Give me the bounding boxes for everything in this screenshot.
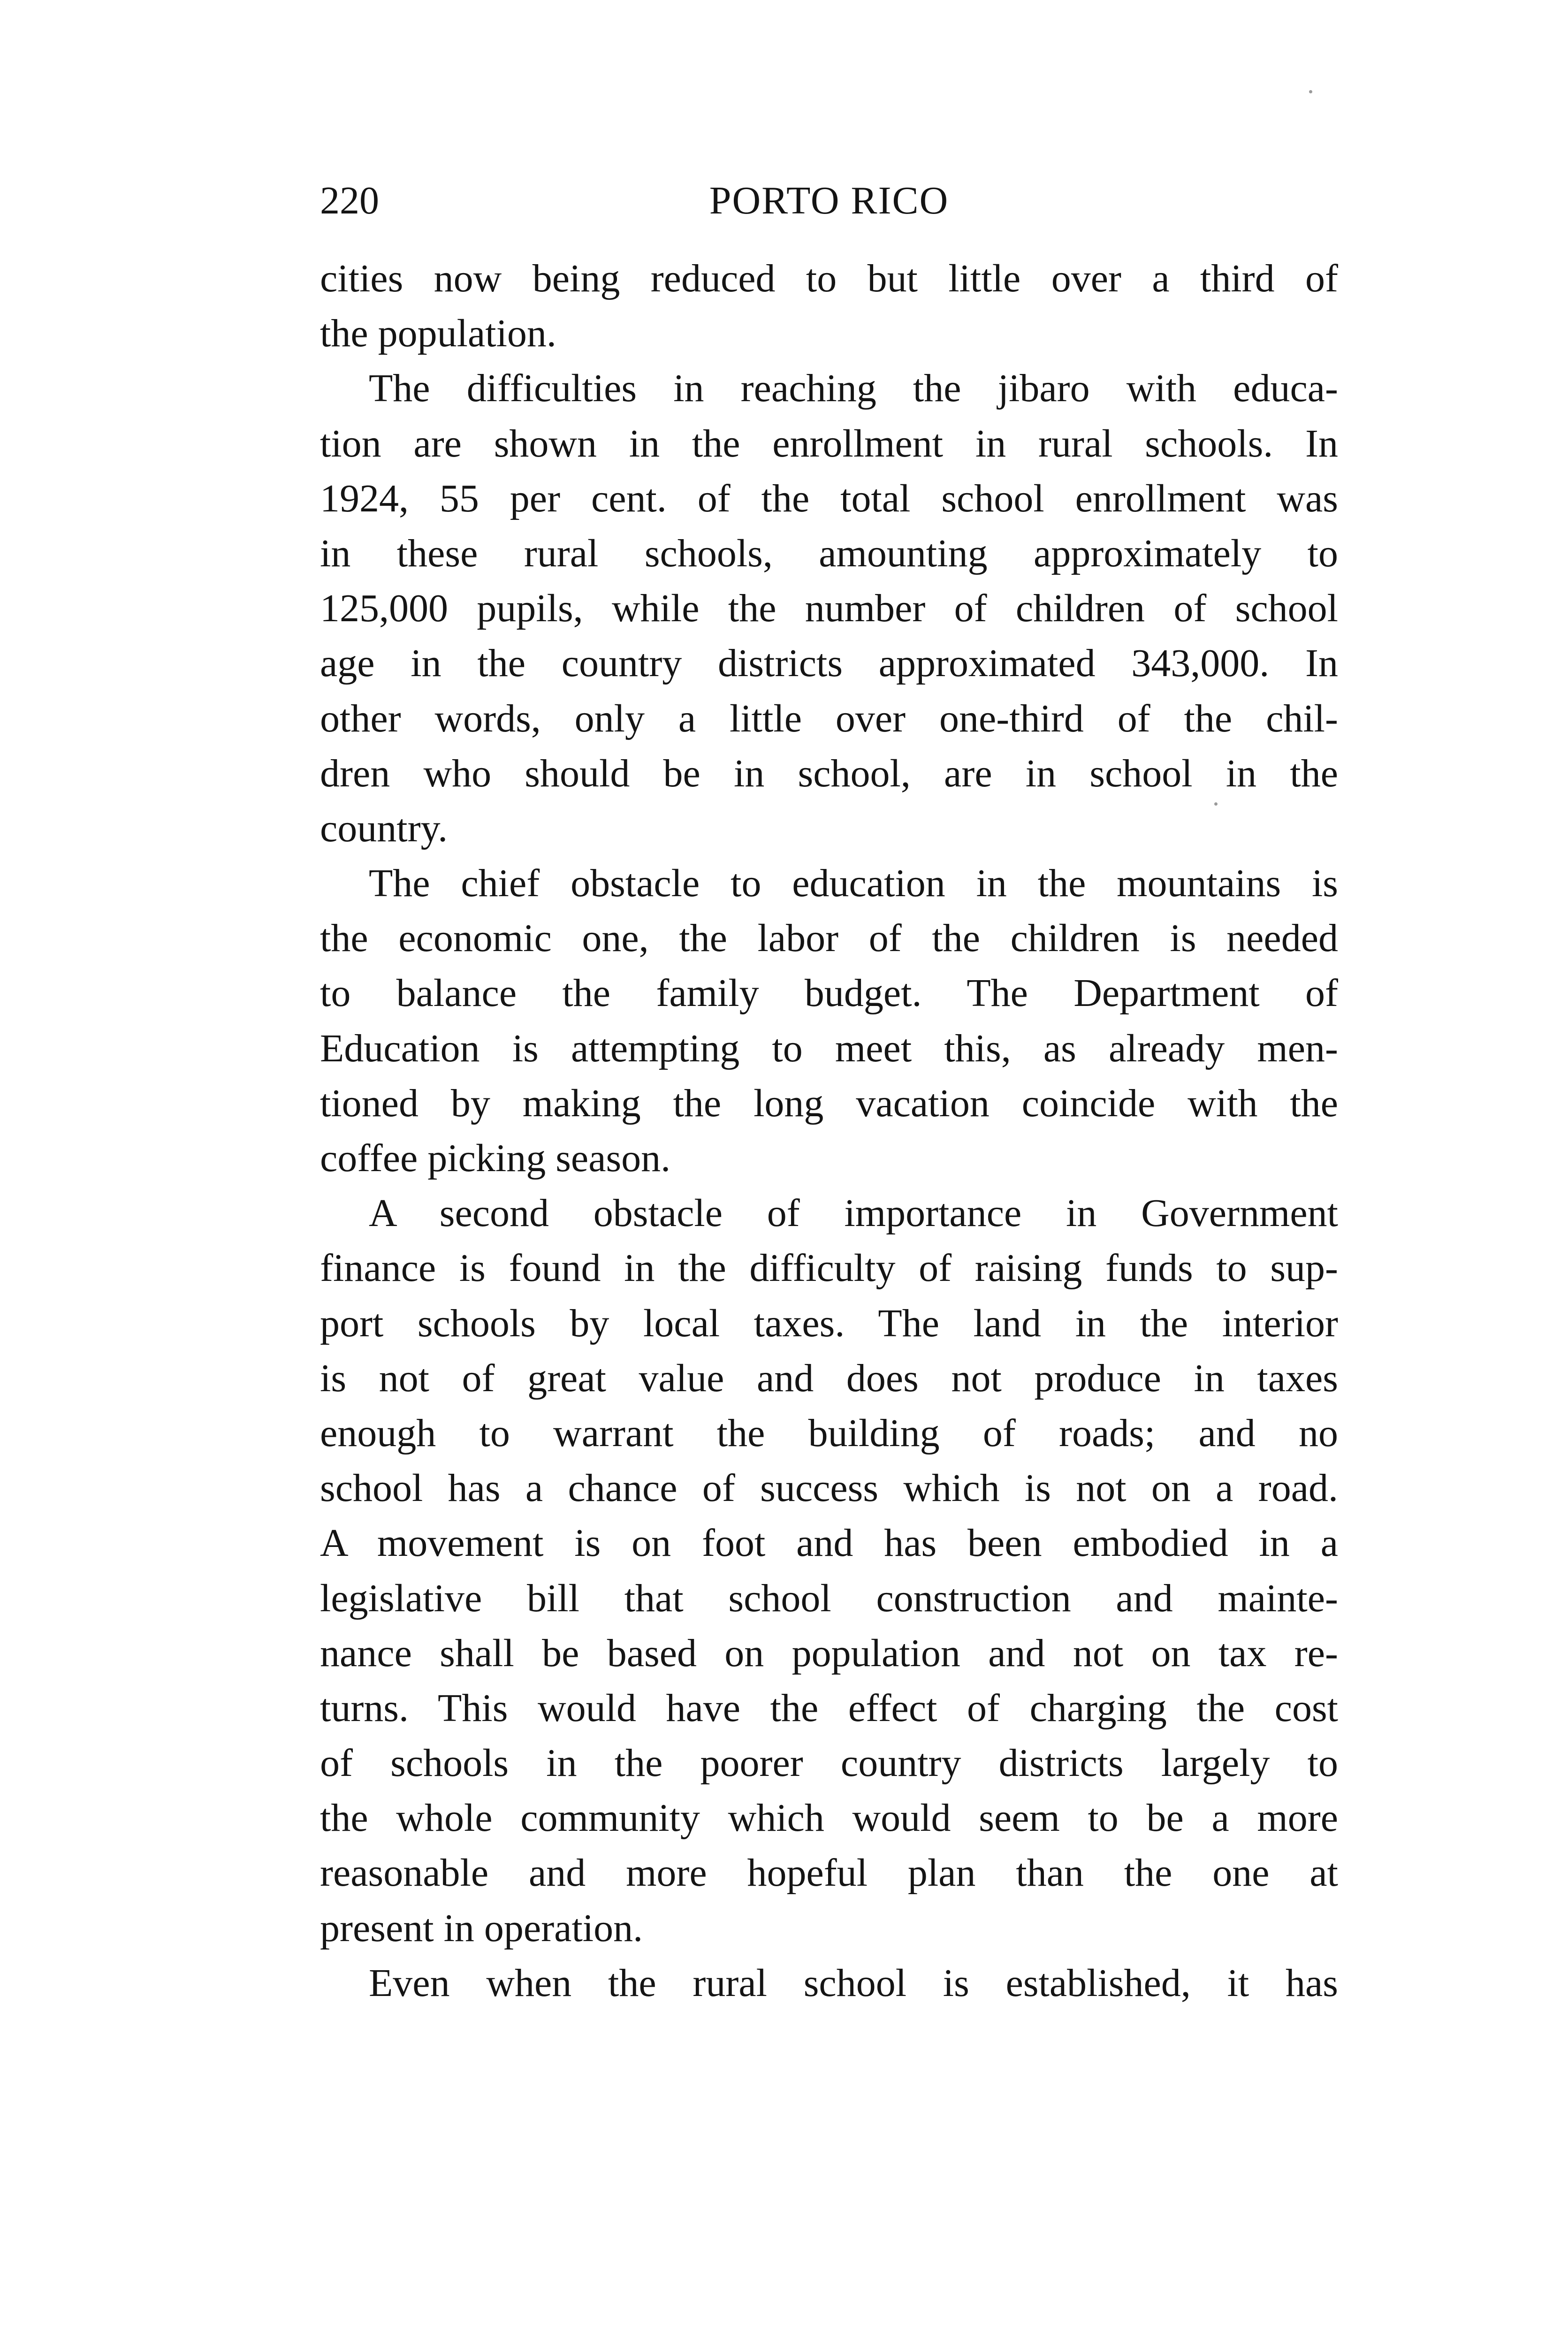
text-line: other words, only a little over one-third of the chil- <box>320 696 1338 740</box>
text-line: The difficulties in reaching the jibaro with educa- <box>369 366 1338 411</box>
text-line: the population. <box>320 312 556 356</box>
text-line: enough to warrant the building of roads; and no <box>320 1411 1338 1455</box>
text-line: Even when the rural school is established, it has <box>369 1961 1338 2005</box>
text-line: of schools in the poorer country districts largely to <box>320 1741 1338 1785</box>
text-line: coffee picking season. <box>320 1136 671 1180</box>
text-line: school has a chance of success which is not on a road. <box>320 1466 1338 1510</box>
text-line: turns. This would have the effect of charging the cost <box>320 1686 1338 1730</box>
scan-speck <box>1214 802 1218 806</box>
text-line: age in the country districts approximated 343,000. In <box>320 641 1338 686</box>
text-line: A second obstacle of importance in Government <box>369 1191 1338 1235</box>
text-line: Education is attempting to meet this, as already men- <box>320 1026 1338 1070</box>
text-line: finance is found in the difficulty of raising funds to sup- <box>320 1246 1338 1290</box>
text-line: the economic one, the labor of the children is needed <box>320 916 1338 960</box>
scan-speck <box>1309 90 1312 93</box>
text-line: legislative bill that school construction and mainte- <box>320 1576 1338 1620</box>
text-line: country. <box>320 806 448 850</box>
page-number: 220 <box>320 179 379 222</box>
text-line: tioned by making the long vacation coincide with the <box>320 1081 1338 1125</box>
running-head <box>320 173 1338 229</box>
text-line: 125,000 pupils, while the number of children of school <box>320 586 1338 631</box>
text-line: 1924, 55 per cent. of the total school enrollment was <box>320 476 1338 520</box>
text-line: port schools by local taxes. The land in the interior <box>320 1301 1338 1345</box>
text-line: The chief obstacle to education in the mountains is <box>369 861 1338 906</box>
text-line: reasonable and more hopeful plan than the one at <box>320 1851 1338 1895</box>
running-title: PORTO RICO <box>709 179 949 222</box>
text-line: the whole community which would seem to be a more <box>320 1796 1338 1840</box>
text-line: cities now being reduced to but little over a third of <box>320 257 1338 300</box>
text-line: A movement is on foot and has been embodied in a <box>320 1521 1338 1565</box>
text-line: tion are shown in the enrollment in rural schools. In <box>320 421 1338 465</box>
text-line: nance shall be based on population and not on tax re- <box>320 1631 1338 1675</box>
body-text <box>320 251 1338 2011</box>
text-line: dren who should be in school, are in school in the <box>320 751 1338 795</box>
text-line: is not of great value and does not produce in taxes <box>320 1356 1338 1400</box>
text-line: in these rural schools, amounting approximately to <box>320 531 1338 575</box>
text-line: to balance the family budget. The Department of <box>320 971 1338 1015</box>
text-line: present in operation. <box>320 1906 643 1950</box>
